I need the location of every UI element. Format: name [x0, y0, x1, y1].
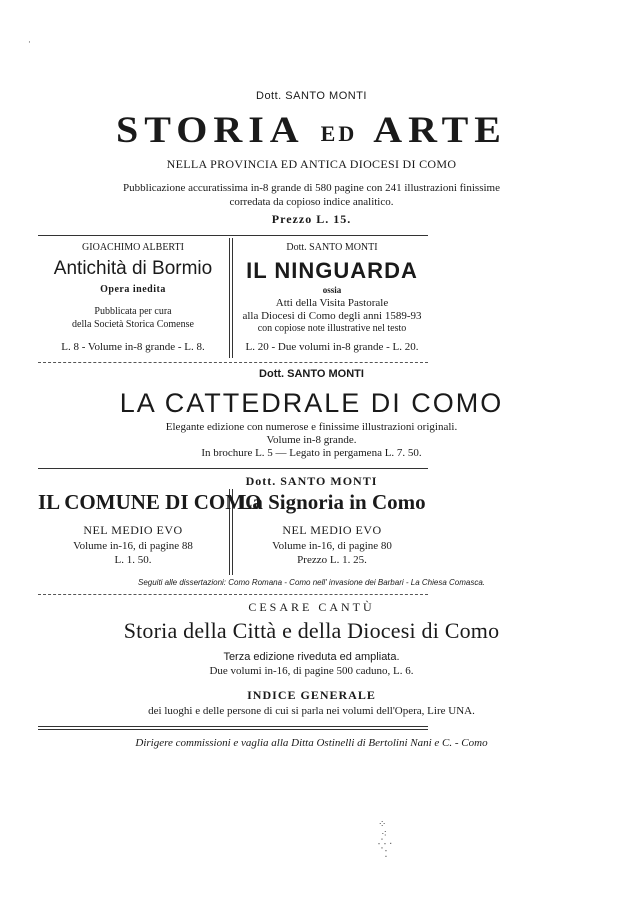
signoria-title: La Signoria in Como — [238, 490, 426, 514]
block1-desc-2: corredata da copioso indice analitico. — [229, 196, 394, 208]
bormio-title: Antichità di Bormio — [53, 258, 213, 279]
title-storia: STORIA — [116, 108, 305, 151]
speck-mark: · — [28, 38, 31, 48]
block3-title: LA CATTEDRALE DI COMO — [119, 388, 504, 418]
bormio-status: Opera inedita — [100, 284, 166, 295]
footer-text: Dirigere commissioni e vaglia alla Ditta Ostinelli di Bertolini Nani e C. - Como — [135, 737, 488, 749]
block3-line-2: Volume in-8 grande. — [266, 434, 357, 446]
block1-desc-1: Pubblicazione accuratissima in-8 grande di 580 pagine con 241 illustrazioni finissime — [123, 182, 500, 194]
block1-subtitle: NELLA PROVINCIA ED ANTICA DIOCESI DI COMO — [166, 157, 457, 171]
bormio-author: GIOACHIMO ALBERTI — [82, 242, 184, 253]
block1-author: Dott. SANTO MONTI — [256, 90, 367, 102]
rule-5 — [38, 726, 428, 727]
block3-author: Dott. SANTO MONTI — [259, 368, 364, 380]
block3-line-1: Elegante edizione con numerose e finissime illustrazioni originali. — [165, 421, 458, 433]
ninguarda-line-2: alla Diocesi di Como degli anni 1589-93 — [242, 310, 422, 322]
rule-3 — [38, 468, 428, 469]
ninguarda-ossia: ossia — [322, 285, 342, 295]
rule-2 — [38, 362, 428, 363]
ninguarda-line-1: Atti della Visita Pastorale — [275, 297, 389, 309]
signoria-subtitle: NEL MEDIO EVO — [282, 523, 382, 537]
comune-title: IL COMUNE DI COMO — [38, 490, 262, 514]
comune-subtitle: NEL MEDIO EVO — [83, 523, 183, 537]
ninguarda-price: L. 20 - Due volumi in-8 grande - L. 20. — [245, 341, 419, 353]
column-divider-1b — [232, 238, 233, 358]
block5-author: CESARE CANTÙ — [248, 600, 375, 614]
signoria-price: Prezzo L. 1. 25. — [297, 554, 367, 566]
block5-index-title: INDICE GENERALE — [247, 688, 376, 702]
block1-title — [0, 108, 623, 156]
bormio-pub-2: della Società Storica Comense — [72, 319, 194, 330]
rule-1 — [38, 235, 428, 236]
block5-index-desc: dei luoghi e delle persone di cui si parla nei volumi dell'Opera, Lire UNA. — [148, 705, 475, 717]
title-arte: ARTE — [373, 108, 507, 151]
block1-price: Prezzo L. 15. — [271, 212, 352, 226]
bormio-price: L. 8 - Volume in-8 grande - L. 8. — [61, 341, 205, 353]
block3-line-3: In brochure L. 5 — Legato in pergamena L. 7. 50. — [201, 447, 422, 459]
speck-cluster: ⁘ ⁖ ⁛ · ⁚ — [378, 819, 393, 860]
block4-note: Seguiti alle dissertazioni: Como Romana - Como nell' invasione dei Barbari - La Chiesa Comasca. — [137, 578, 486, 587]
block4-author: Dott. SANTO MONTI — [245, 474, 378, 488]
ninguarda-line-3: con copiose note illustrative nel testo — [257, 323, 407, 334]
bormio-pub-1: Pubblicata per cura — [94, 306, 172, 317]
rule-5b — [38, 729, 428, 730]
ninguarda-title: IL NINGUARDA — [246, 258, 418, 283]
block5-edition: Terza edizione riveduta ed ampliata. — [223, 651, 400, 663]
comune-volume: Volume in-16, di pagine 88 — [73, 540, 193, 552]
block5-title: Storia della Città e della Diocesi di Como — [123, 618, 500, 643]
ninguarda-author: Dott. SANTO MONTI — [286, 242, 378, 253]
rule-4 — [38, 594, 428, 595]
signoria-volume: Volume in-16, di pagine 80 — [272, 540, 392, 552]
column-divider-1 — [229, 238, 230, 358]
block5-volumes: Due volumi in-16, di pagine 500 caduno, L. 6. — [209, 665, 414, 677]
title-ed: ED — [320, 120, 358, 146]
comune-price: L. 1. 50. — [114, 554, 152, 566]
